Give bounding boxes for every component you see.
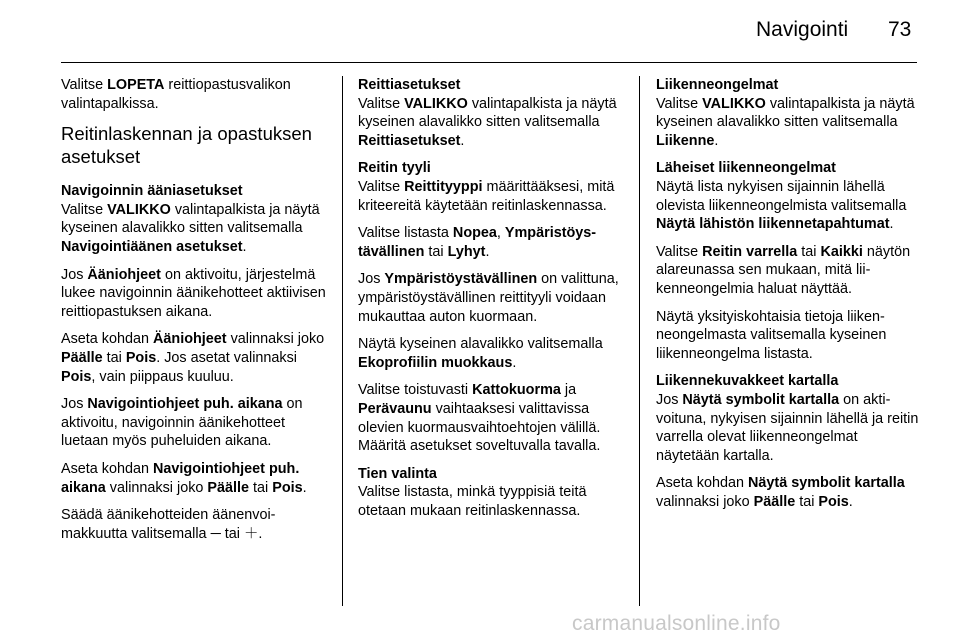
paragraph: Valitse toistuvasti Kattokuorma ja Perävaunu vaihtaaksesi valittavissa olevien kuormausvaihtoehtojen välillä. Määritä asetukset soveltuvalla tavalla.: [358, 382, 601, 455]
paragraph: Aseta kohdan Ääniohjeet valinnaksi joko Päälle tai Pois. Jos asetat valinnaksi Pois, vain piippaus kuuluu.: [61, 331, 325, 385]
plus-icon: ＋: [243, 525, 259, 542]
subheading: Liikennekuvakkeet kartalla: [656, 373, 839, 390]
paragraph: Valitse VALIKKO valintapalkista ja näytä kyseinen alavalikko sitten valitsemalla Reittiasetukset.: [358, 95, 617, 149]
subheading: Navigoinnin ääniasetukset: [61, 183, 243, 200]
paragraph: Jos Näytä symbolit kartalla on aktivoituna, nykyisen sijainnin lähellä ja reitin varrella olevat liikenneongelmat näytetään kartalla.: [656, 391, 919, 464]
header-rule: [61, 62, 917, 63]
column-divider: [342, 76, 343, 606]
paragraph: Jos Ympäristöystävällinen on valittuna, ympäristöystävällinen reittityyli voidaan mukauttaa auton kuormaan.: [358, 271, 619, 325]
subheading: Tien valinta: [358, 465, 437, 482]
paragraph: Näytä kyseinen alavalikko valitsemalla Ekoprofiilin muokkaus.: [358, 336, 603, 371]
paragraph: Valitse VALIKKO valintapalkista ja näytä kyseinen alavalikko sitten valitsemalla Liikenne.: [656, 95, 915, 149]
paragraph: Jos Navigointiohjeet puh. aikana on aktivoitu, navigoinnin äänikehotteet luetaan myös puheluiden aikana.: [61, 396, 303, 450]
paragraph: Näytä yksityiskohtaisia tietoja liikenneongelmasta valitsemalla kyseinen liikenneongelma listasta.: [656, 308, 887, 362]
column-1: [61, 76, 329, 552]
paragraph: Valitse listasta Nopea, Ympäristöystävällinen tai Lyhyt.: [358, 225, 597, 260]
paragraph: Valitse Reittityyppi määrittääksesi, mitä kriteereitä käytetään reitinlaskennassa.: [358, 178, 615, 214]
paragraph: Näytä lista nykyisen sijainnin lähellä olevista liikenneongelmista valitsemalla Näytä lähistön liikennetapahtumat.: [656, 178, 907, 233]
column-divider: [639, 76, 640, 606]
subheading: Reittiasetukset: [358, 77, 461, 93]
subheading: Läheiset liikenneongelmat: [656, 160, 836, 177]
subheading: Reitin tyyli: [358, 160, 431, 177]
column-2: [358, 76, 626, 529]
page-header-title: Navigointi: [756, 18, 849, 41]
column-3: [656, 76, 924, 520]
paragraph: Jos Ääniohjeet on aktivoitu, järjestelmä lukee navigoinnin äänikehotteet aktiivisen reittiopastuksen aikana.: [61, 266, 326, 320]
section-heading: Reitinlaskennan ja opastuksen asetukset: [61, 123, 312, 168]
subheading: Liikenneongelmat: [656, 77, 779, 93]
paragraph: Valitse listasta, minkä tyyppisiä teitä otetaan mukaan reitinlaskennassa.: [358, 484, 587, 519]
paragraph: Valitse VALIKKO valintapalkista ja näytä kyseinen alavalikko sitten valitsemalla Navigointiäänen asetukset.: [61, 201, 320, 255]
minus-icon: ─: [210, 525, 221, 542]
paragraph: Aseta kohdan Näytä symbolit kartalla valinnaksi joko Päälle tai Pois.: [656, 475, 905, 510]
paragraph: Säädä äänikehotteiden äänenvoimakkuutta valitsemalla ─ tai ＋.: [61, 507, 276, 542]
watermark: carmanualsonline.info: [572, 612, 781, 635]
paragraph: Valitse LOPETA reittiopastusvalikon valintapalkissa.: [61, 77, 291, 112]
paragraph: Aseta kohdan Navigointiohjeet puh. aikana valinnaksi joko Päälle tai Pois.: [61, 460, 307, 496]
paragraph: Valitse Reitin varrella tai Kaikki näytön alareunassa sen mukaan, mitä liikenneongelmia haluat näyttää.: [656, 243, 911, 297]
page-number: 73: [888, 18, 912, 41]
